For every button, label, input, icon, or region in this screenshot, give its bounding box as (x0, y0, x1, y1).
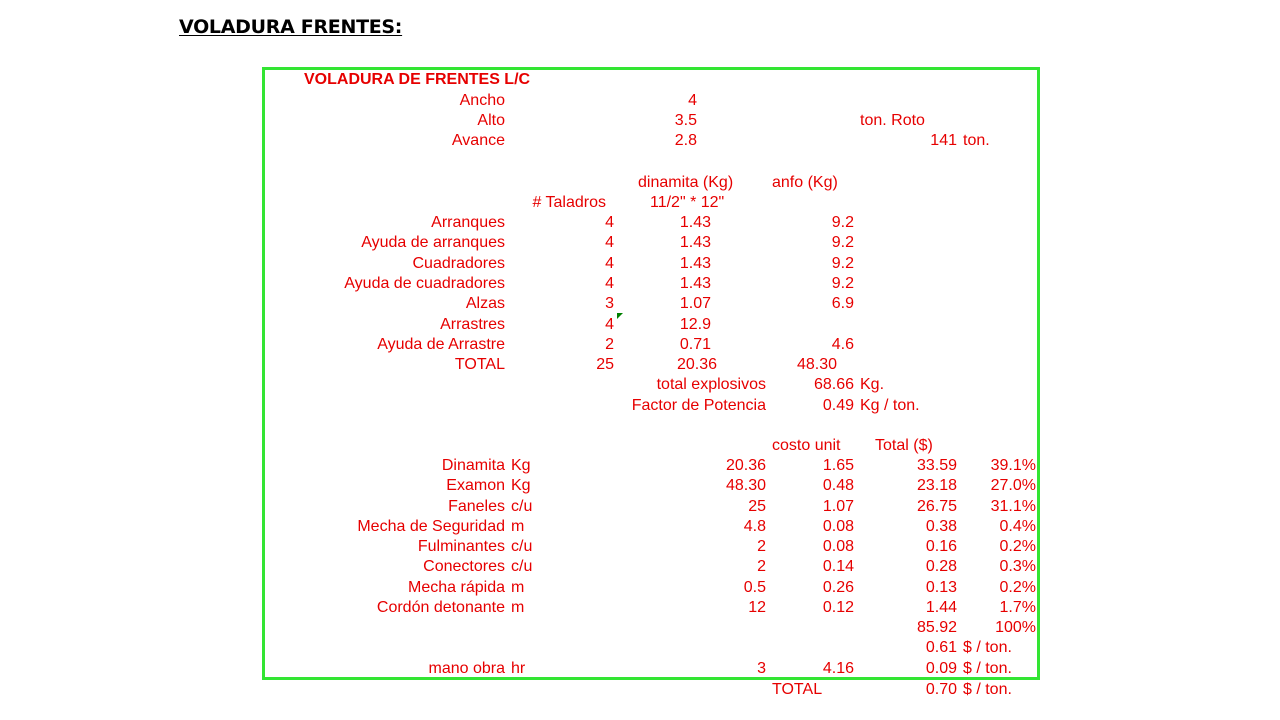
cost-row-item: Examon (446, 477, 505, 495)
cost-row-item: Fulminantes (417, 538, 505, 555)
cost-row-pct: 0.4% (999, 517, 1036, 535)
charge-row-taladros: 4 (605, 315, 614, 333)
labor-item: mano obra (428, 660, 505, 677)
cost-row-item: Faneles (448, 497, 505, 515)
dim-value: 4 (688, 92, 697, 109)
cost-row-pct: 27.0% (990, 477, 1036, 495)
header-taladros: # Taladros (532, 194, 606, 211)
charge-row-taladros: 4 (605, 274, 614, 292)
grand-total-unit: $ / ton. (963, 681, 1012, 698)
charge-total-label: TOTAL (454, 356, 505, 373)
cost-row-qty: 2 (757, 538, 766, 555)
cost-row-unit: m (511, 598, 525, 616)
cost-row-unit: c/u (511, 538, 533, 555)
charge-row-anfo: 6.9 (831, 295, 854, 313)
dim-label: Ancho (459, 92, 505, 109)
explosivos-value: 68.66 (813, 376, 854, 393)
sheet-heading: VOLADURA DE FRENTES L/C (304, 71, 531, 88)
charge-row-label: Alzas (465, 295, 505, 313)
cost-row-cost: 0.26 (822, 578, 854, 596)
charge-row-taladros: 4 (605, 254, 614, 272)
charge-total-anfo: 48.30 (796, 356, 837, 373)
charge-row-label: Ayuda de cuadradores (344, 274, 505, 292)
cost-row-item: Mecha rápida (408, 578, 505, 596)
labor-unit-cost: $ / ton. (963, 660, 1012, 677)
cost-row-unit: c/u (511, 497, 533, 515)
cost-row-item: Cordón detonante (376, 598, 505, 616)
charge-row-label: Arranques (431, 214, 505, 231)
cost-row-unit: Kg (511, 457, 531, 474)
charge-row-dinamita: 1.43 (679, 234, 711, 252)
cost-row-cost: 0.14 (822, 558, 854, 576)
dim-label: Alto (477, 112, 505, 129)
cost-row-cost: 0.08 (822, 517, 854, 535)
spreadsheet-frame (262, 67, 1040, 680)
dim-note: ton. Roto (860, 112, 925, 129)
charge-row-label: Arrastres (440, 315, 505, 333)
cost-row-qty: 48.30 (725, 477, 766, 495)
cost-row-unit: Kg (511, 477, 531, 495)
charge-row-dinamita: 1.07 (679, 295, 711, 313)
cost-row-unit: m (511, 578, 525, 596)
explosivos-unit: Kg. (860, 376, 885, 393)
comment-marker-icon (617, 313, 623, 319)
cost-row-unit: m (511, 517, 525, 535)
cost-row-total: 0.38 (925, 517, 957, 535)
cost-row-qty: 0.5 (743, 578, 766, 596)
explosivos-label: total explosivos (656, 376, 766, 393)
cost-row-total: 33.59 (916, 457, 957, 474)
charge-row-dinamita: 1.43 (679, 274, 711, 292)
dim-value: 2.8 (674, 132, 697, 149)
charge-row-dinamita: 0.71 (679, 335, 711, 353)
cost-row-qty: 25 (748, 497, 766, 515)
cost-row-total: 0.13 (925, 578, 957, 596)
charge-row-anfo: 9.2 (831, 274, 854, 292)
slide-title: VOLADURA FRENTES: (179, 16, 403, 38)
cost-row-pct: 39.1% (990, 457, 1036, 474)
cost-row-total: 0.16 (925, 538, 957, 555)
factor-unit: Kg / ton. (860, 397, 920, 414)
cost-row-total: 1.44 (925, 598, 957, 616)
charge-total-dinamita: 20.36 (676, 356, 717, 373)
labor-unit: hr (511, 660, 526, 677)
cost-row-cost: 0.12 (822, 598, 854, 616)
header-costo-unit: costo unit (772, 437, 841, 454)
grand-total-label: TOTAL (772, 681, 823, 698)
charge-row-label: Ayuda de arranques (361, 234, 505, 252)
cost-row-cost: 1.65 (822, 457, 854, 474)
cost-row-cost: 0.08 (822, 538, 854, 555)
factor-value: 0.49 (822, 397, 854, 414)
charge-row-label: Ayuda de Arrastre (377, 335, 505, 353)
cost-row-pct: 31.1% (990, 497, 1036, 515)
cost-row-pct: 0.2% (999, 538, 1036, 555)
header-cartucho: 11/2" * 12" (650, 194, 725, 211)
charge-row-taladros: 2 (605, 335, 614, 353)
charge-row-taladros: 4 (605, 214, 614, 231)
charge-row-taladros: 3 (605, 295, 614, 313)
charge-row-anfo: 9.2 (831, 234, 854, 252)
per-ton-unit: $ / ton. (963, 639, 1012, 656)
charge-row-dinamita: 1.43 (679, 254, 711, 272)
charge-row-label: Cuadradores (412, 254, 505, 272)
dim-note: 141 (930, 132, 957, 149)
per-ton-value: 0.61 (925, 639, 957, 656)
factor-label: Factor de Potencia (631, 397, 766, 414)
cost-row-pct: 0.3% (999, 558, 1036, 576)
labor-cost: 4.16 (822, 660, 854, 677)
labor-total: 0.09 (925, 660, 957, 677)
cost-row-qty: 12 (748, 598, 766, 616)
dim-value: 3.5 (674, 112, 697, 129)
cost-row-pct: 0.2% (999, 578, 1036, 596)
cost-row-cost: 0.48 (822, 477, 854, 495)
cost-row-total: 26.75 (916, 497, 957, 515)
cost-row-qty: 4.8 (743, 517, 766, 535)
cost-row-total: 23.18 (916, 477, 957, 495)
charge-row-dinamita: 12.9 (679, 315, 711, 333)
labor-qty: 3 (757, 660, 766, 677)
grand-total-value: 0.70 (925, 681, 957, 698)
cost-row-item: Mecha de Seguridad (357, 517, 505, 535)
cost-row-cost: 1.07 (822, 497, 854, 515)
charge-row-dinamita: 1.43 (679, 214, 711, 231)
cost-row-pct: 1.7% (999, 598, 1036, 616)
charge-total-taladros: 25 (596, 356, 614, 373)
cost-row-qty: 20.36 (725, 457, 766, 474)
charge-row-anfo: 9.2 (831, 214, 854, 231)
charge-row-anfo: 4.6 (831, 335, 854, 353)
header-anfo: anfo (Kg) (772, 174, 838, 191)
cost-row-item: Conectores (423, 558, 505, 576)
dim-label: Avance (451, 132, 505, 149)
header-total: Total ($) (875, 437, 933, 454)
header-dinamita: dinamita (Kg) (638, 174, 734, 191)
charge-row-anfo: 9.2 (831, 254, 854, 272)
cost-row-unit: c/u (511, 558, 533, 576)
cost-sum-pct: 100% (995, 619, 1036, 636)
cost-row-item: Dinamita (441, 457, 505, 474)
cost-sum-total: 85.92 (916, 619, 957, 636)
charge-row-taladros: 4 (605, 234, 614, 252)
cost-row-qty: 2 (757, 558, 766, 576)
dim-note-unit: ton. (963, 132, 990, 149)
cost-row-total: 0.28 (925, 558, 957, 576)
